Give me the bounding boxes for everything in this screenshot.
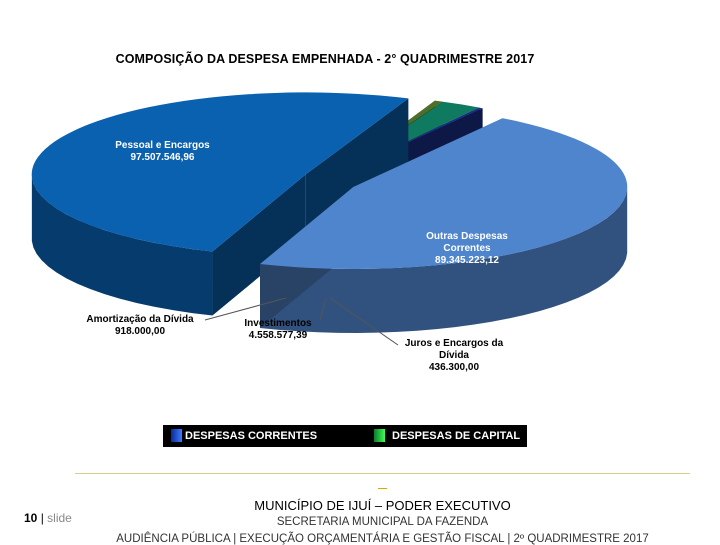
slice-label-amortizacao <box>75 314 205 338</box>
footer-audiencia-line: AUDIÊNCIA PÚBLICA | EXECUÇÃO ORÇAMENTÁRIA E GESTÃO FISCAL | 2º QUADRIMESTRE 2017 <box>116 533 649 545</box>
slice-label-outras-name-2: Correntes <box>443 243 491 254</box>
slice-label-outras-name-1: Outras Despesas <box>426 231 508 242</box>
footer-accent-mark <box>378 488 387 489</box>
footer-title: MUNICÍPIO DE IJUÍ – PODER EXECUTIVO <box>254 498 511 513</box>
slice-label-pessoal-value: 97.507.546,96 <box>130 152 195 163</box>
slice-label-outras-value: 89.345.223,12 <box>435 255 499 266</box>
slide-number-separator: | <box>40 511 44 525</box>
legend-swatch-capital <box>374 429 385 442</box>
slice-label-pessoal-name: Pessoal e Encargos <box>115 140 210 151</box>
slice-label-investimentos-name: Investimentos <box>244 318 312 329</box>
slice-label-juros-name-2: Dívida <box>438 350 469 361</box>
footer-divider <box>75 473 690 474</box>
legend-label-correntes: DESPESAS CORRENTES <box>185 430 318 442</box>
chart-legend <box>163 425 527 447</box>
legend-label-capital: DESPESAS DE CAPITAL <box>392 430 521 442</box>
slice-label-juros-value: 436.300,00 <box>428 362 480 373</box>
slide-number <box>24 511 72 525</box>
slice-label-investimentos-value: 4.558.577,39 <box>248 330 308 341</box>
slice-label-amortizacao-value: 918.000,00 <box>114 326 166 337</box>
slice-label-pessoal <box>100 140 225 164</box>
slice-label-juros <box>395 338 513 374</box>
slice-label-amortizacao-name: Amortização da Dívida <box>86 314 194 325</box>
slice-label-outras <box>405 231 529 267</box>
legend-swatch-correntes <box>171 429 182 442</box>
slide-number-word: slide <box>47 511 72 525</box>
chart-title: COMPOSIÇÃO DA DESPESA EMPENHADA - 2° QUADRIMESTRE 2017 <box>115 52 535 66</box>
slide-number-value: 10 <box>24 511 38 525</box>
footer-subtitle: SECRETARIA MUNICIPAL DA FAZENDA <box>276 516 489 528</box>
slice-label-juros-name-1: Juros e Encargos da <box>404 338 504 349</box>
slice-label-investimentos <box>230 318 326 342</box>
